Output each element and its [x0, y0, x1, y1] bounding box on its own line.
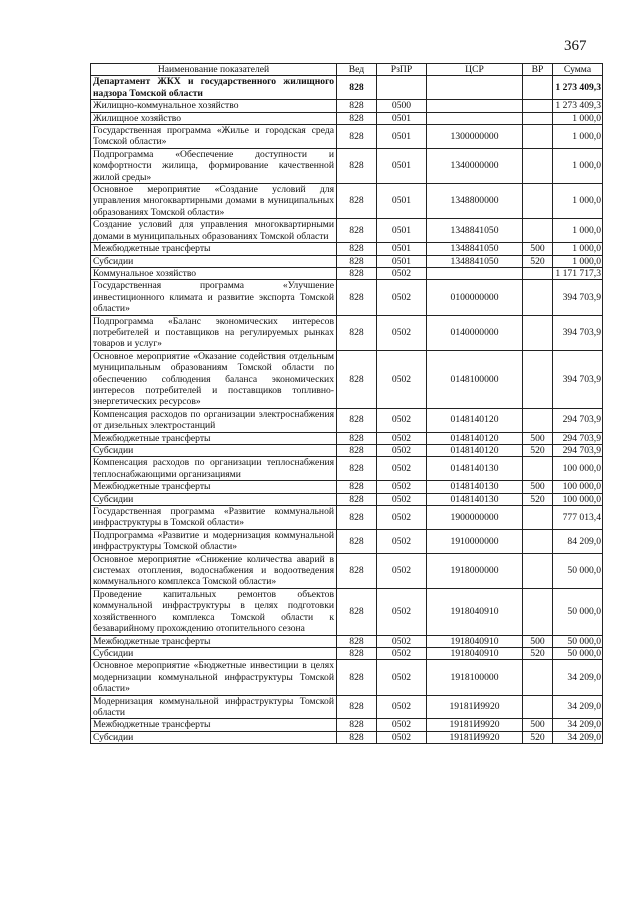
- cell-vr: [523, 100, 553, 112]
- cell-csr: 1348800000: [427, 184, 523, 219]
- cell-csr: [427, 100, 523, 112]
- table-row: [91, 588, 603, 635]
- cell-csr: 0148140130: [427, 481, 523, 493]
- cell-csr: 19181И9920: [427, 719, 523, 731]
- cell-vr: 500: [523, 243, 553, 255]
- cell-sum: 1 171 717,3: [553, 267, 603, 279]
- cell-name: Департамент ЖКХ и государственного жилищного надзора Томской области: [91, 76, 337, 100]
- cell-sum: 1 000,0: [553, 112, 603, 124]
- cell-ved: 828: [337, 432, 377, 444]
- cell-ved: 828: [337, 588, 377, 635]
- cell-name: Жилищное хозяйство: [91, 112, 337, 124]
- cell-csr: 0148100000: [427, 350, 523, 408]
- cell-ved: 828: [337, 100, 377, 112]
- cell-sum: 394 703,9: [553, 315, 603, 350]
- cell-vr: 520: [523, 731, 553, 743]
- cell-name: Подпрограмма «Баланс экономических интересов потребителей и поставщиков на регулируемых рынках товаров и услуг»: [91, 315, 337, 350]
- cell-name: Государственная программа «Развитие коммунальной инфраструктуры в Томской области»: [91, 506, 337, 530]
- cell-vr: 500: [523, 481, 553, 493]
- cell-sum: 34 209,0: [553, 731, 603, 743]
- cell-rzpr: 0501: [377, 219, 427, 243]
- table-row: [91, 112, 603, 124]
- cell-ved: 828: [337, 76, 377, 100]
- cell-name: Межбюджетные трансферты: [91, 481, 337, 493]
- cell-sum: 34 209,0: [553, 719, 603, 731]
- cell-csr: 1900000000: [427, 506, 523, 530]
- cell-vr: 500: [523, 719, 553, 731]
- table-header-row: [91, 64, 603, 76]
- table-row: [91, 184, 603, 219]
- cell-vr: 520: [523, 647, 553, 659]
- cell-ved: 828: [337, 408, 377, 432]
- cell-csr: 1300000000: [427, 125, 523, 149]
- cell-csr: 0148140130: [427, 457, 523, 481]
- table-row: [91, 219, 603, 243]
- cell-name: Межбюджетные трансферты: [91, 432, 337, 444]
- table-row: [91, 76, 603, 100]
- cell-rzpr: 0501: [377, 148, 427, 183]
- cell-vr: 520: [523, 255, 553, 267]
- cell-ved: 828: [337, 112, 377, 124]
- cell-sum: 394 703,9: [553, 280, 603, 315]
- cell-rzpr: 0502: [377, 719, 427, 731]
- table-row: [91, 553, 603, 588]
- cell-vr: [523, 529, 553, 553]
- cell-sum: 1 000,0: [553, 184, 603, 219]
- cell-name: Субсидии: [91, 731, 337, 743]
- cell-name: Межбюджетные трансферты: [91, 635, 337, 647]
- cell-sum: 1 000,0: [553, 219, 603, 243]
- cell-name: Модернизация коммунальной инфраструктуры Томской области: [91, 695, 337, 719]
- cell-rzpr: 0502: [377, 315, 427, 350]
- cell-rzpr: 0502: [377, 695, 427, 719]
- cell-vr: [523, 506, 553, 530]
- cell-vr: [523, 660, 553, 695]
- cell-csr: 1348841050: [427, 219, 523, 243]
- cell-vr: [523, 553, 553, 588]
- cell-ved: 828: [337, 553, 377, 588]
- header-name: Наименование показателей: [91, 64, 337, 76]
- table-row: [91, 432, 603, 444]
- cell-csr: 0148140120: [427, 445, 523, 457]
- table-row: [91, 350, 603, 408]
- table-row: [91, 506, 603, 530]
- cell-sum: 34 209,0: [553, 695, 603, 719]
- table-row: [91, 660, 603, 695]
- cell-name: Субсидии: [91, 493, 337, 505]
- cell-sum: 777 013,4: [553, 506, 603, 530]
- cell-sum: 50 000,0: [553, 635, 603, 647]
- table-row: [91, 125, 603, 149]
- cell-sum: 50 000,0: [553, 647, 603, 659]
- cell-rzpr: 0501: [377, 243, 427, 255]
- cell-rzpr: 0501: [377, 125, 427, 149]
- budget-table: [90, 63, 603, 744]
- cell-vr: [523, 76, 553, 100]
- cell-rzpr: 0502: [377, 506, 427, 530]
- cell-ved: 828: [337, 719, 377, 731]
- cell-csr: 0148140130: [427, 493, 523, 505]
- cell-sum: 100 000,0: [553, 481, 603, 493]
- cell-csr: 0148140120: [427, 408, 523, 432]
- cell-name: Субсидии: [91, 445, 337, 457]
- cell-rzpr: 0502: [377, 432, 427, 444]
- header-rzpr: РзПР: [377, 64, 427, 76]
- cell-csr: [427, 112, 523, 124]
- cell-vr: [523, 280, 553, 315]
- cell-ved: 828: [337, 243, 377, 255]
- cell-csr: 0140000000: [427, 315, 523, 350]
- cell-csr: 1348841050: [427, 243, 523, 255]
- table-row: [91, 408, 603, 432]
- cell-ved: 828: [337, 635, 377, 647]
- cell-rzpr: 0502: [377, 553, 427, 588]
- cell-csr: 1340000000: [427, 148, 523, 183]
- cell-rzpr: 0502: [377, 457, 427, 481]
- cell-csr: 1918000000: [427, 553, 523, 588]
- cell-name: Государственная программа «Улучшение инвестиционного климата и развитие экспорта Томской области»: [91, 280, 337, 315]
- cell-ved: 828: [337, 457, 377, 481]
- table-row: [91, 280, 603, 315]
- cell-name: Создание условий для управления многоквартирными домами в муниципальных образованиях Томской области: [91, 219, 337, 243]
- header-csr: ЦСР: [427, 64, 523, 76]
- cell-csr: 1918040910: [427, 588, 523, 635]
- cell-sum: 100 000,0: [553, 493, 603, 505]
- cell-vr: [523, 350, 553, 408]
- cell-vr: 520: [523, 493, 553, 505]
- table-body: [91, 76, 603, 744]
- cell-ved: 828: [337, 315, 377, 350]
- cell-csr: 1910000000: [427, 529, 523, 553]
- cell-ved: 828: [337, 255, 377, 267]
- cell-rzpr: 0501: [377, 112, 427, 124]
- cell-vr: [523, 315, 553, 350]
- cell-name: Подпрограмма «Развитие и модернизация коммунальной инфраструктуры Томской области»: [91, 529, 337, 553]
- cell-sum: 1 273 409,3: [553, 100, 603, 112]
- cell-csr: 1918040910: [427, 647, 523, 659]
- cell-rzpr: 0502: [377, 481, 427, 493]
- table-row: [91, 493, 603, 505]
- cell-ved: 828: [337, 445, 377, 457]
- table-row: [91, 267, 603, 279]
- cell-ved: 828: [337, 219, 377, 243]
- cell-vr: [523, 267, 553, 279]
- page-number: 367: [564, 38, 587, 54]
- table-row: [91, 529, 603, 553]
- cell-sum: 1 000,0: [553, 255, 603, 267]
- cell-ved: 828: [337, 660, 377, 695]
- cell-sum: 34 209,0: [553, 660, 603, 695]
- table-row: [91, 445, 603, 457]
- table-row: [91, 148, 603, 183]
- table-row: [91, 731, 603, 743]
- cell-csr: 19181И9920: [427, 695, 523, 719]
- table-row: [91, 635, 603, 647]
- header-sum: Сумма: [553, 64, 603, 76]
- cell-ved: 828: [337, 280, 377, 315]
- cell-rzpr: 0502: [377, 731, 427, 743]
- cell-vr: 520: [523, 445, 553, 457]
- cell-csr: 1348841050: [427, 255, 523, 267]
- cell-vr: [523, 125, 553, 149]
- cell-name: Коммунальное хозяйство: [91, 267, 337, 279]
- cell-rzpr: 0502: [377, 445, 427, 457]
- cell-rzpr: 0502: [377, 408, 427, 432]
- cell-vr: [523, 588, 553, 635]
- cell-name: Субсидии: [91, 647, 337, 659]
- cell-vr: [523, 148, 553, 183]
- cell-ved: 828: [337, 529, 377, 553]
- cell-rzpr: 0502: [377, 647, 427, 659]
- cell-rzpr: 0502: [377, 588, 427, 635]
- cell-rzpr: 0501: [377, 255, 427, 267]
- cell-name: Жилищно-коммунальное хозяйство: [91, 100, 337, 112]
- cell-name: Проведение капитальных ремонтов объектов коммунальной инфраструктуры в целях подготовки хозяйственного комплекса Томской области к безаварийному прохождению отопительного сезона: [91, 588, 337, 635]
- table-row: [91, 457, 603, 481]
- cell-name: Основное мероприятие «Бюджетные инвестиции в целях модернизации коммунальной инфраструктуры Томской области»: [91, 660, 337, 695]
- cell-csr: 0100000000: [427, 280, 523, 315]
- cell-rzpr: 0502: [377, 660, 427, 695]
- cell-rzpr: 0501: [377, 184, 427, 219]
- cell-sum: 100 000,0: [553, 457, 603, 481]
- cell-ved: 828: [337, 267, 377, 279]
- cell-ved: 828: [337, 148, 377, 183]
- cell-ved: 828: [337, 506, 377, 530]
- cell-name: Подпрограмма «Обеспечение доступности и комфортности жилища, формирование качественной жилой среды»: [91, 148, 337, 183]
- cell-vr: [523, 219, 553, 243]
- header-vr: ВР: [523, 64, 553, 76]
- cell-vr: 500: [523, 635, 553, 647]
- cell-sum: 84 209,0: [553, 529, 603, 553]
- cell-ved: 828: [337, 350, 377, 408]
- cell-sum: 1 273 409,3: [553, 76, 603, 100]
- cell-name: Основное мероприятие «Снижение количества аварий в системах отопления, водоснабжения и водоотведения коммунального комплекса Томской области»: [91, 553, 337, 588]
- cell-name: Компенсация расходов по организации электроснабжения от дизельных электростанций: [91, 408, 337, 432]
- cell-sum: 294 703,9: [553, 445, 603, 457]
- header-ved: Вед: [337, 64, 377, 76]
- cell-rzpr: 0500: [377, 100, 427, 112]
- cell-csr: [427, 76, 523, 100]
- cell-vr: [523, 112, 553, 124]
- table-row: [91, 243, 603, 255]
- cell-sum: 294 703,9: [553, 432, 603, 444]
- table-row: [91, 481, 603, 493]
- table-row: [91, 255, 603, 267]
- cell-sum: 394 703,9: [553, 350, 603, 408]
- cell-vr: [523, 184, 553, 219]
- cell-ved: 828: [337, 493, 377, 505]
- table-row: [91, 719, 603, 731]
- table-row: [91, 695, 603, 719]
- cell-sum: 1 000,0: [553, 243, 603, 255]
- cell-name: Межбюджетные трансферты: [91, 719, 337, 731]
- cell-ved: 828: [337, 647, 377, 659]
- cell-csr: 1918100000: [427, 660, 523, 695]
- cell-csr: [427, 267, 523, 279]
- cell-ved: 828: [337, 125, 377, 149]
- cell-rzpr: 0502: [377, 280, 427, 315]
- cell-csr: 19181И9920: [427, 731, 523, 743]
- cell-ved: 828: [337, 184, 377, 219]
- cell-csr: 1918040910: [427, 635, 523, 647]
- cell-name: Основное мероприятие «Оказание содействия отдельным муниципальным образованиям Томской области по обеспечению соблюдения баланса экономических интересов потребителей и поставщиков топливно-энергетических ресурсов»: [91, 350, 337, 408]
- table-row: [91, 315, 603, 350]
- cell-vr: 500: [523, 432, 553, 444]
- cell-vr: [523, 695, 553, 719]
- cell-name: Государственная программа «Жилье и городская среда Томской области»: [91, 125, 337, 149]
- cell-ved: 828: [337, 695, 377, 719]
- table-row: [91, 647, 603, 659]
- cell-rzpr: 0502: [377, 529, 427, 553]
- cell-sum: 294 703,9: [553, 408, 603, 432]
- cell-rzpr: 0502: [377, 350, 427, 408]
- cell-rzpr: 0502: [377, 267, 427, 279]
- cell-sum: 1 000,0: [553, 125, 603, 149]
- cell-csr: 0148140120: [427, 432, 523, 444]
- cell-sum: 50 000,0: [553, 588, 603, 635]
- cell-sum: 50 000,0: [553, 553, 603, 588]
- cell-vr: [523, 408, 553, 432]
- cell-vr: [523, 457, 553, 481]
- cell-rzpr: 0502: [377, 493, 427, 505]
- table-row: [91, 100, 603, 112]
- cell-rzpr: 0502: [377, 635, 427, 647]
- cell-name: Основное мероприятие «Создание условий для управления многоквартирными домами в муниципальных образованиях Томской области»: [91, 184, 337, 219]
- cell-sum: 1 000,0: [553, 148, 603, 183]
- cell-ved: 828: [337, 481, 377, 493]
- cell-name: Межбюджетные трансферты: [91, 243, 337, 255]
- cell-name: Субсидии: [91, 255, 337, 267]
- cell-ved: 828: [337, 731, 377, 743]
- cell-name: Компенсация расходов по организации теплоснабжения теплоснабжающими организациями: [91, 457, 337, 481]
- cell-rzpr: [377, 76, 427, 100]
